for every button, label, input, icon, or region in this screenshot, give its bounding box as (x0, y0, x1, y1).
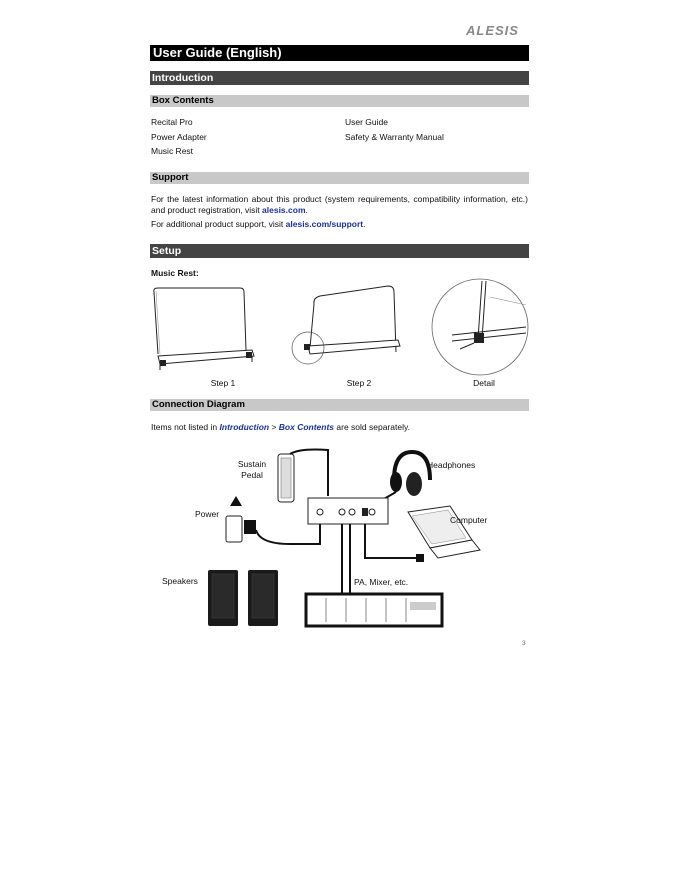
speaker-right-icon (248, 570, 278, 626)
sustain-pedal-icon (278, 454, 294, 502)
support-paragraph-2 (151, 219, 528, 230)
subsection-connection-diagram: Connection Diagram (150, 399, 529, 411)
support-text-end: . (305, 205, 308, 215)
step2-illustration (288, 284, 403, 379)
headphones-icon (390, 452, 430, 496)
piano-rear-panel-icon (308, 498, 388, 524)
note-separator: > (269, 422, 279, 432)
subsection-box-contents: Box Contents (150, 95, 529, 107)
box-item: Music Rest (151, 146, 194, 156)
label-sustain-line2: Pedal (241, 470, 263, 480)
page-title: User Guide (English) (150, 45, 529, 61)
step1-illustration (148, 284, 258, 379)
power-outlet-icon (226, 496, 256, 542)
brand-logo (466, 22, 530, 38)
label-sustain-line1: Sustain (237, 459, 267, 469)
support-text: For additional product support, visit (151, 219, 286, 229)
label-headphones: Headphones (427, 460, 476, 470)
box-contents-link[interactable]: Box Contents (278, 422, 335, 432)
step1-caption: Step 1 (210, 378, 236, 388)
label-pa-mixer: PA, Mixer, etc. (354, 577, 409, 587)
detail-illustration (430, 277, 530, 377)
laptop-icon (408, 506, 480, 558)
subsection-support: Support (150, 172, 529, 184)
brand-logo-text: ALESIS (466, 23, 519, 38)
label-speakers: Speakers (162, 576, 198, 586)
box-item: Recital Pro (151, 117, 193, 127)
label-sustain-pedal (236, 459, 268, 481)
box-item: Safety & Warranty Manual (345, 132, 444, 142)
support-paragraph-1 (151, 194, 528, 216)
note-text-end: are sold separately. (334, 422, 410, 432)
step2-caption: Step 2 (346, 378, 372, 388)
detail-caption: Detail (473, 378, 495, 388)
alesis-support-link[interactable]: alesis.com/support (285, 219, 364, 229)
page-number: 3 (522, 640, 526, 647)
box-item: Power Adapter (151, 132, 207, 142)
music-rest-label: Music Rest: (151, 268, 199, 278)
connection-note (151, 422, 410, 433)
section-introduction: Introduction (150, 71, 529, 85)
introduction-link[interactable]: Introduction (219, 422, 270, 432)
section-setup: Setup (150, 244, 529, 258)
box-item: User Guide (345, 117, 388, 127)
note-text: Items not listed in (151, 422, 220, 432)
support-text-end: . (363, 219, 366, 229)
support-text: For the latest information about this product (system requirements, compatibility information, etc.) and product registration, visit (151, 194, 528, 215)
label-computer: Computer (450, 515, 488, 525)
label-power: Power (195, 509, 220, 519)
alesis-link[interactable]: alesis.com (262, 205, 306, 215)
mixer-icon (306, 594, 442, 626)
speaker-left-icon (208, 570, 238, 626)
